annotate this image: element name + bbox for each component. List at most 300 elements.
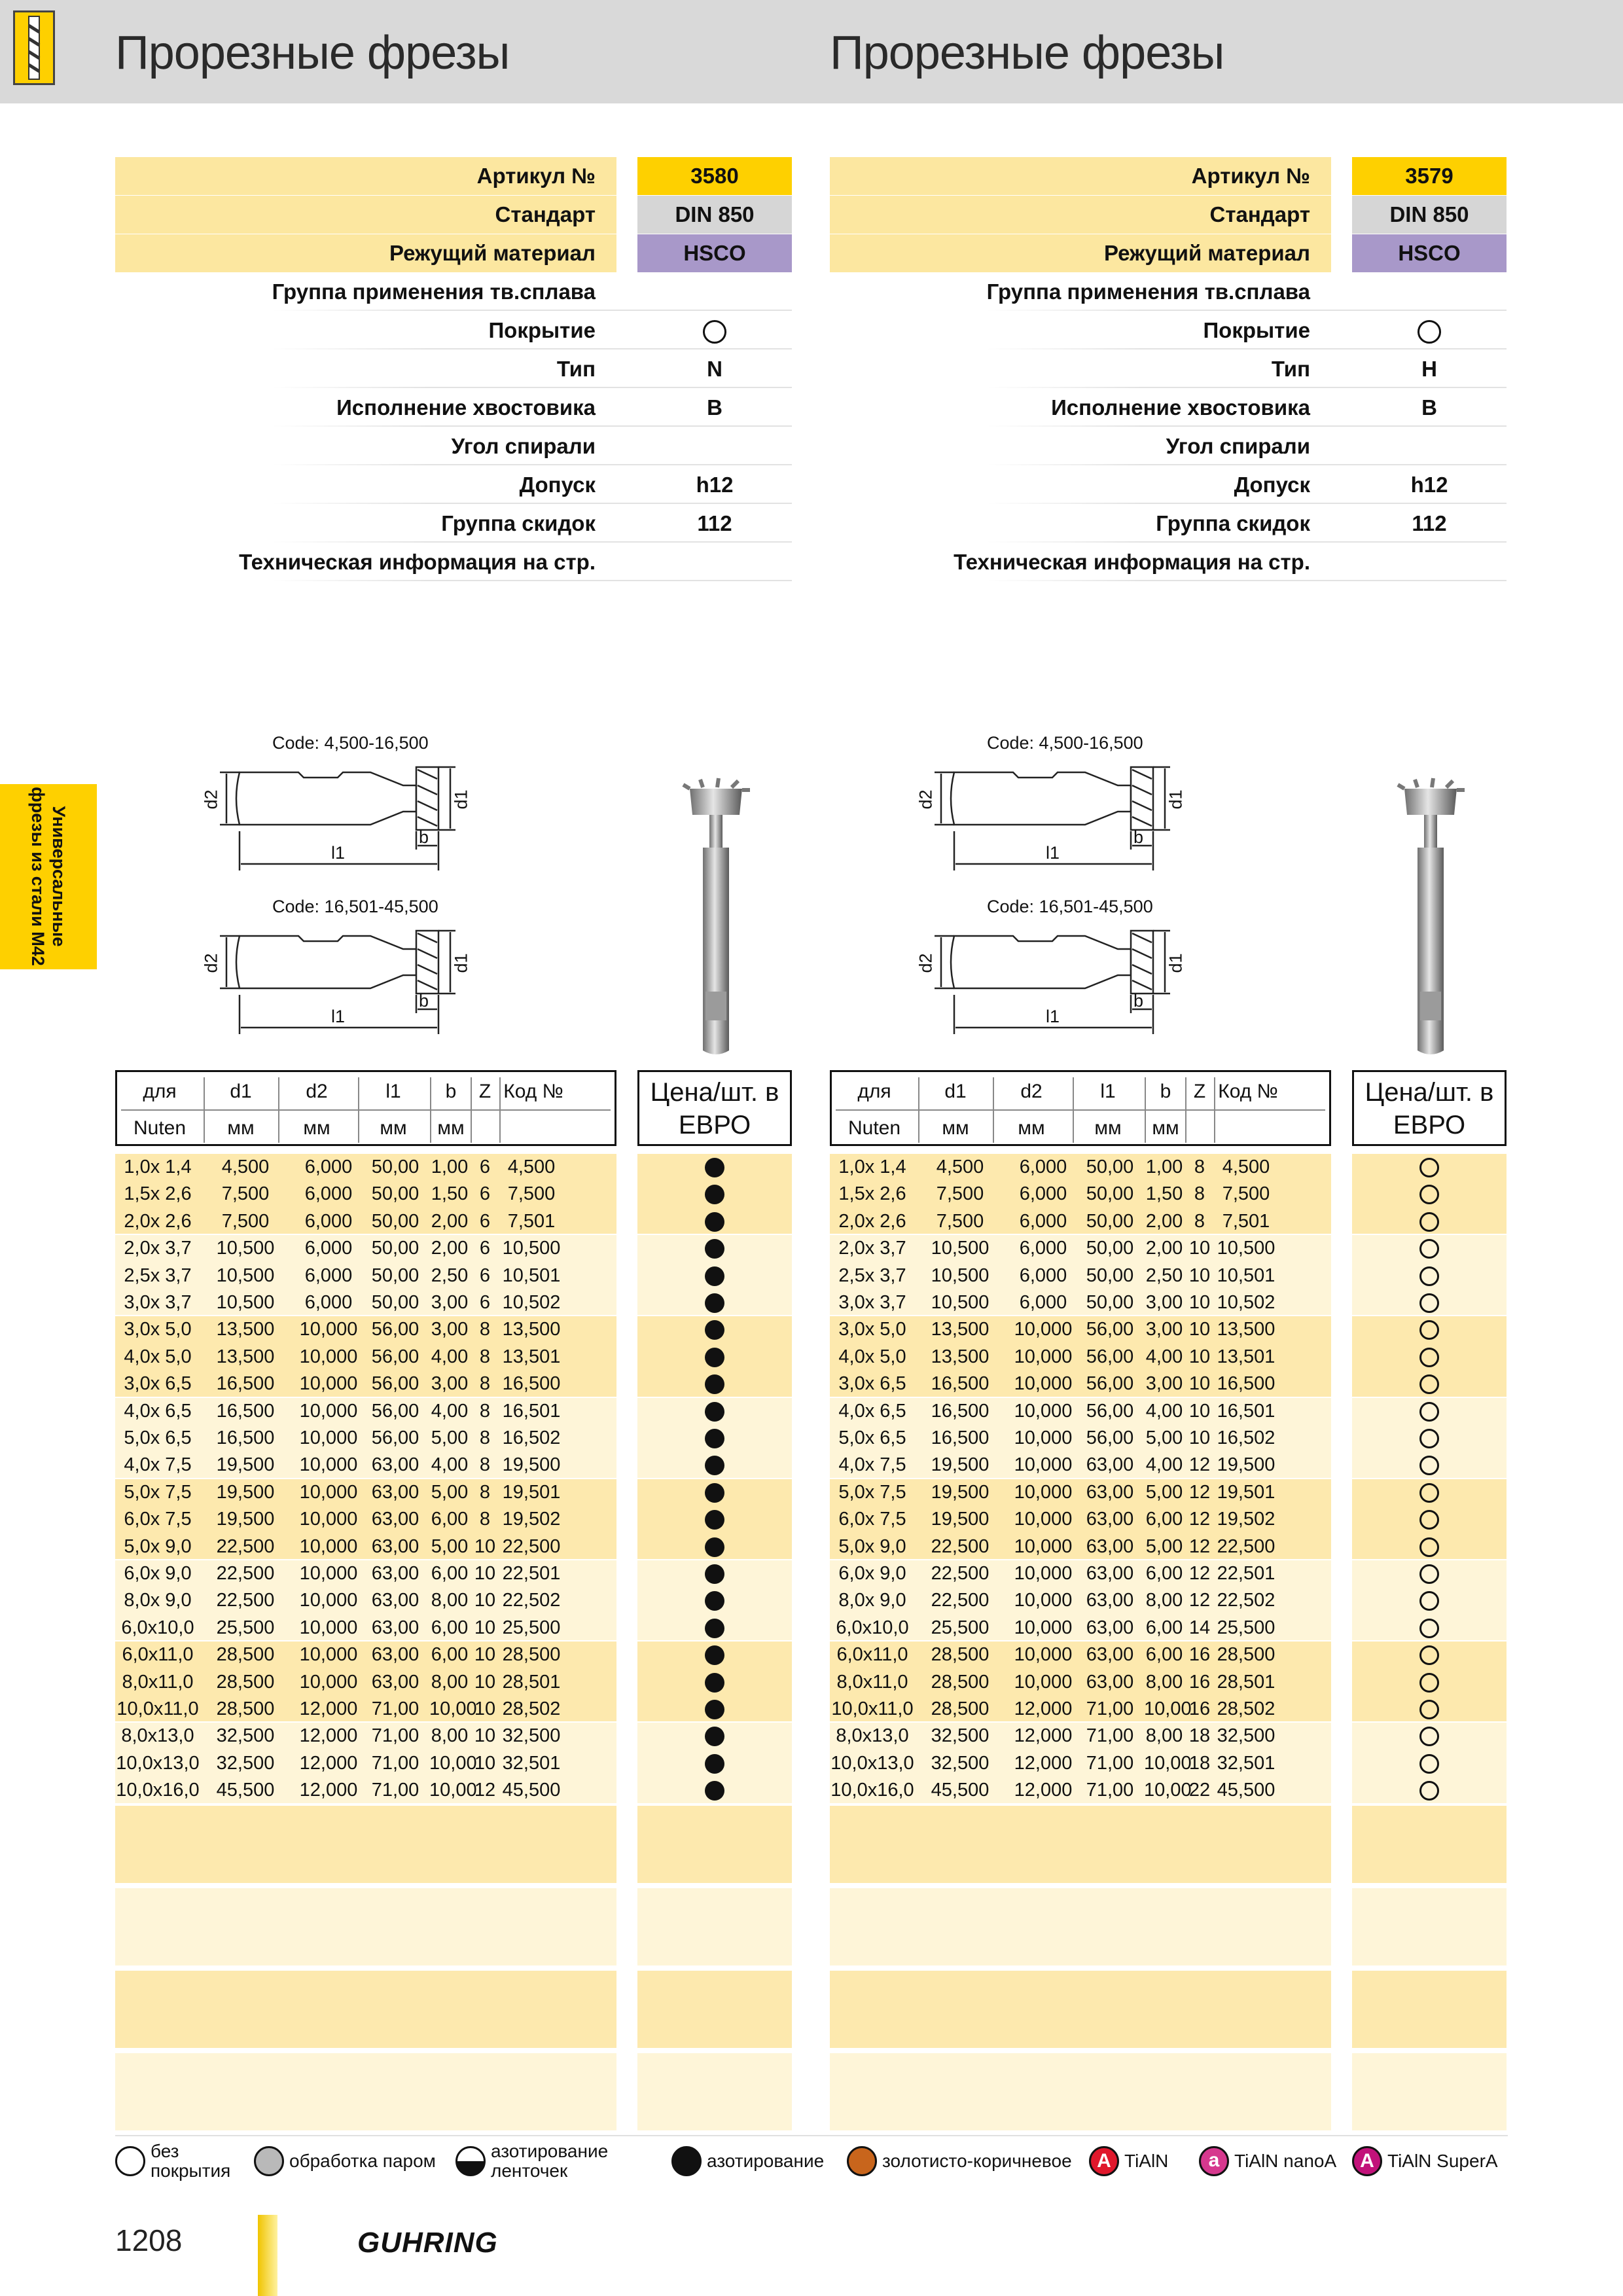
property-label: Группа применения тв.сплава (986, 279, 1310, 304)
table-cell: 5,00 (1145, 1427, 1183, 1448)
property-row (830, 273, 1507, 311)
table-cell: 63,00 (1086, 1454, 1134, 1476)
table-row[interactable] (830, 1506, 1331, 1533)
price-cell[interactable] (637, 1289, 792, 1316)
table-row[interactable] (115, 1641, 616, 1668)
price-cell[interactable] (1352, 1534, 1507, 1560)
table-cell: 28,500 (216, 1644, 275, 1666)
table-row[interactable] (830, 1723, 1331, 1749)
table-cell: 5,00 (1145, 1535, 1183, 1557)
price-cell[interactable] (1352, 1479, 1507, 1506)
table-cell: 10,0x11,0 (831, 1698, 914, 1719)
table-cell: 5,0x 6,5 (838, 1427, 906, 1448)
table-row[interactable] (830, 1777, 1331, 1804)
table-cell: 1,5x 2,6 (124, 1183, 192, 1205)
table-cell: 4,500 (507, 1157, 556, 1177)
table-cell: 13,500 (216, 1319, 275, 1340)
property-label: Покрытие (1203, 318, 1310, 342)
property-label: Техническая информация на стр. (954, 550, 1310, 574)
table-cell: 6,000 (304, 1265, 353, 1286)
table-cell: 2,50 (431, 1265, 469, 1286)
table-row[interactable] (830, 1696, 1331, 1723)
price-cell[interactable] (637, 1181, 792, 1208)
row-divider (272, 310, 792, 311)
table-cell: 7,500 (936, 1183, 984, 1205)
table-row[interactable] (830, 1208, 1331, 1235)
table-cell: 10,000 (299, 1373, 358, 1395)
price-cell[interactable] (637, 1669, 792, 1696)
table-cell: 22,501 (1217, 1563, 1275, 1584)
filled-dot-icon (705, 1510, 724, 1530)
coating-legend (115, 2135, 1508, 2186)
price-cell[interactable] (1352, 1506, 1507, 1533)
filled-dot-icon (705, 1456, 724, 1475)
letter-a-magenta-icon: A (1352, 2146, 1382, 2176)
row-divider (272, 464, 792, 465)
table-cell: 32,500 (502, 1725, 561, 1747)
property-row (115, 273, 792, 311)
property-label: Тип (1271, 357, 1310, 381)
table-cell: 56,00 (371, 1400, 419, 1422)
row-divider (987, 348, 1507, 350)
price-cell[interactable] (1352, 1235, 1507, 1262)
table-row[interactable] (115, 1560, 616, 1587)
price-column-header: Цена/шт. в ЕВРО (1352, 1070, 1507, 1146)
table-cell: 12,000 (1014, 1752, 1073, 1774)
table-row[interactable] (115, 1371, 616, 1397)
table-cell: 50,00 (1086, 1183, 1134, 1205)
table-cell: 6,00 (431, 1617, 469, 1638)
empty-circle-icon (115, 2146, 145, 2176)
table-cell: 63,00 (1086, 1481, 1134, 1503)
property-value-material: HSCO (1352, 234, 1507, 272)
table-cell: 63,00 (1086, 1644, 1134, 1666)
table-cell: 16,501 (1217, 1400, 1275, 1422)
filled-dot-icon (705, 1402, 724, 1422)
table-row[interactable] (115, 1235, 616, 1262)
price-group-band (637, 2053, 792, 2130)
table-cell: 50,00 (371, 1292, 419, 1313)
table-cell: 10,000 (1014, 1373, 1073, 1395)
table-row[interactable] (830, 1344, 1331, 1371)
table-cell: 25,500 (502, 1617, 561, 1638)
table-cell: 1,0x 1,4 (838, 1157, 906, 1177)
table-cell: 18 (1188, 1725, 1211, 1747)
table-row[interactable] (115, 1696, 616, 1723)
table-cell: 10,000 (1014, 1671, 1073, 1693)
table-cell: 10,00 (429, 1752, 477, 1774)
price-cell[interactable] (1352, 1398, 1507, 1425)
price-cell[interactable] (637, 1506, 792, 1533)
property-row (115, 312, 792, 350)
table-cell: 6,000 (1019, 1210, 1067, 1232)
table-cell: 63,00 (371, 1671, 419, 1693)
table-row[interactable] (115, 1669, 616, 1696)
filled-dot-icon (705, 1320, 724, 1340)
table-cell: 6,0x 9,0 (838, 1563, 906, 1584)
price-cell[interactable] (637, 1560, 792, 1587)
price-cell[interactable] (637, 1750, 792, 1777)
price-cell[interactable] (637, 1696, 792, 1723)
brown-circle-icon (847, 2146, 877, 2176)
table-row[interactable] (830, 1669, 1331, 1696)
property-value-type: H (1421, 357, 1437, 381)
table-cell: 45,500 (502, 1780, 561, 1801)
empty-dot-icon (1419, 1781, 1439, 1801)
table-cell: 32,500 (931, 1752, 990, 1774)
price-cell[interactable] (1352, 1560, 1507, 1587)
price-cell[interactable] (637, 1615, 792, 1641)
table-cell: 4,00 (431, 1454, 469, 1476)
price-cell[interactable] (1352, 1696, 1507, 1723)
table-row[interactable] (830, 1479, 1331, 1506)
table-cell: 63,00 (371, 1481, 419, 1503)
table-cell: 6,00 (431, 1563, 469, 1584)
table-cell: 10,502 (1217, 1292, 1275, 1313)
table-cell: 22,502 (502, 1590, 561, 1611)
table-cell: 14 (1188, 1617, 1211, 1638)
table-cell: 6,000 (1019, 1183, 1067, 1205)
price-cell[interactable] (1352, 1263, 1507, 1289)
table-cell: 10 (1188, 1319, 1211, 1340)
table-cell: 8,0x11,0 (836, 1671, 908, 1693)
empty-dot-icon (1419, 1645, 1439, 1665)
table-row[interactable] (115, 1398, 616, 1425)
empty-dot-icon (1419, 1537, 1439, 1557)
table-cell: 2,00 (431, 1238, 469, 1259)
property-row (830, 350, 1507, 388)
table-cell: 5,0x 7,5 (838, 1481, 906, 1503)
table-cell: 10,000 (1014, 1427, 1073, 1448)
table-row[interactable] (830, 1534, 1331, 1560)
table-cell: 19,502 (502, 1509, 561, 1530)
table-cell: 6 (479, 1238, 491, 1259)
table-cell: 12 (1188, 1481, 1211, 1503)
table-cell: 3,00 (1145, 1292, 1183, 1313)
row-group-band (115, 1888, 616, 1965)
empty-dot-icon (1419, 1212, 1439, 1232)
price-cell[interactable] (637, 1479, 792, 1506)
empty-dot-icon (1419, 1293, 1439, 1313)
price-cell[interactable] (1352, 1641, 1507, 1668)
table-cell: 3,0x 3,7 (838, 1292, 906, 1313)
code-range-label: Code: 4,500-16,500 (987, 733, 1143, 753)
header-divider (836, 1109, 1325, 1111)
table-cell: 10,00 (1144, 1752, 1192, 1774)
column-unit: мм (1152, 1117, 1179, 1139)
table-row[interactable] (830, 1641, 1331, 1668)
table-cell: 10 (1188, 1292, 1211, 1313)
table-row[interactable] (830, 1263, 1331, 1289)
price-cell[interactable] (637, 1452, 792, 1479)
property-row (830, 157, 1507, 195)
filled-dot-icon (705, 1158, 724, 1177)
table-cell: 19,501 (502, 1481, 561, 1503)
table-cell: 10,000 (1014, 1563, 1073, 1584)
table-cell: 1,5x 2,6 (838, 1183, 906, 1205)
table-cell: 2,0x 2,6 (838, 1210, 906, 1232)
property-label: Допуск (1234, 473, 1310, 497)
price-cell[interactable] (1352, 1371, 1507, 1397)
price-cell[interactable] (637, 1235, 792, 1262)
price-cell[interactable] (1352, 1316, 1507, 1343)
table-cell: 13,500 (216, 1346, 275, 1367)
table-cell: 2,0x 2,6 (124, 1210, 192, 1232)
technical-drawing (200, 897, 567, 1057)
price-cell[interactable] (1352, 1452, 1507, 1479)
filled-dot-icon (705, 1673, 724, 1693)
table-row[interactable] (115, 1777, 616, 1804)
price-cell[interactable] (1352, 1723, 1507, 1749)
table-cell: 3,0x 3,7 (124, 1292, 192, 1313)
table-cell: 28,501 (502, 1671, 561, 1693)
table-cell: 3,00 (431, 1373, 469, 1395)
table-cell: 50,00 (1086, 1265, 1134, 1286)
side-tab-label: Универсальные фрезы из стали M42 (28, 787, 69, 966)
table-cell: 71,00 (1086, 1780, 1134, 1801)
price-cell[interactable] (1352, 1154, 1507, 1181)
table-cell: 22,500 (1217, 1535, 1275, 1557)
property-row (830, 543, 1507, 581)
section-side-tab[interactable] (0, 784, 97, 969)
table-row[interactable] (830, 1181, 1331, 1208)
table-cell: 1,0x 1,4 (124, 1157, 192, 1177)
property-label: Исполнение хвостовика (336, 395, 596, 420)
table-cell: 10,000 (1014, 1319, 1073, 1340)
row-group-band (830, 1806, 1331, 1883)
table-cell: 3,00 (431, 1292, 469, 1313)
price-cell[interactable] (1352, 1289, 1507, 1316)
table-row[interactable] (830, 1289, 1331, 1316)
table-cell: 8,0x13,0 (121, 1725, 194, 1747)
price-group-band (637, 1806, 792, 1883)
table-cell: 19,500 (216, 1481, 275, 1503)
table-cell: 10 (474, 1535, 496, 1557)
table-cell: 18 (1188, 1752, 1211, 1774)
price-cell[interactable] (1352, 1208, 1507, 1235)
table-cell: 56,00 (1086, 1319, 1134, 1340)
table-row[interactable] (830, 1235, 1331, 1262)
table-row[interactable] (830, 1371, 1331, 1397)
table-row[interactable] (115, 1479, 616, 1506)
table-cell: 5,0x 7,5 (124, 1481, 192, 1503)
code-range-label: Code: 16,501-45,500 (272, 897, 438, 916)
property-label: Стандарт (1209, 202, 1310, 226)
row-divider (272, 425, 792, 427)
table-cell: 1,50 (431, 1183, 469, 1205)
table-cell: 1,00 (1145, 1157, 1183, 1177)
filled-dot-icon (705, 1239, 724, 1259)
property-label: Тип (556, 357, 596, 381)
table-row[interactable] (115, 1452, 616, 1479)
table-cell: 5,00 (431, 1481, 469, 1503)
table-cell: 1,50 (1145, 1183, 1183, 1205)
table-cell: 56,00 (371, 1427, 419, 1448)
property-value-discount-group: 112 (697, 511, 732, 535)
property-value-standard: DIN 850 (1352, 196, 1507, 234)
table-cell: 12 (1188, 1563, 1211, 1584)
table-row[interactable] (830, 1615, 1331, 1641)
table-row[interactable] (115, 1263, 616, 1289)
row-divider (987, 580, 1507, 581)
table-cell: 63,00 (371, 1509, 419, 1530)
table-row[interactable] (115, 1208, 616, 1235)
column-unit: мм (380, 1117, 407, 1139)
table-row[interactable] (115, 1723, 616, 1749)
price-cell[interactable] (1352, 1181, 1507, 1208)
tool-photo-image (1391, 776, 1470, 1067)
uncoated-circle-icon (703, 320, 726, 344)
property-label: Режущий материал (1103, 241, 1310, 265)
table-cell: 28,502 (502, 1698, 561, 1719)
table-cell: 19,502 (1217, 1509, 1275, 1530)
price-cell[interactable] (1352, 1425, 1507, 1452)
table-cell: 16,500 (931, 1373, 990, 1395)
table-row[interactable] (830, 1452, 1331, 1479)
table-row[interactable] (115, 1534, 616, 1560)
property-value-tech-page (637, 543, 792, 581)
table-row[interactable] (830, 1560, 1331, 1587)
letter-a-pink-icon: a (1199, 2146, 1229, 2176)
table-cell: 8,0x 9,0 (124, 1590, 192, 1611)
table-row[interactable] (115, 1344, 616, 1371)
table-row[interactable] (830, 1587, 1331, 1614)
table-cell: 4,00 (1145, 1454, 1183, 1476)
table-cell: 12 (1188, 1454, 1211, 1476)
table-row[interactable] (830, 1425, 1331, 1452)
property-row (115, 157, 792, 195)
table-cell: 8,00 (1145, 1671, 1183, 1693)
legend-label: обработка паром (289, 2151, 436, 2171)
price-cell[interactable] (637, 1723, 792, 1749)
table-row[interactable] (115, 1750, 616, 1777)
table-row[interactable] (115, 1154, 616, 1181)
column-unit: мм (1018, 1117, 1045, 1139)
table-cell: 10,000 (1014, 1509, 1073, 1530)
price-cell[interactable] (637, 1587, 792, 1614)
table-row[interactable] (115, 1181, 616, 1208)
table-row[interactable] (115, 1289, 616, 1316)
table-cell: 19,501 (1217, 1481, 1275, 1503)
table-cell: 25,500 (1217, 1617, 1275, 1638)
price-cell[interactable] (637, 1371, 792, 1397)
price-cell[interactable] (1352, 1587, 1507, 1614)
table-cell: 10,000 (1014, 1481, 1073, 1503)
table-cell: 10,500 (216, 1238, 275, 1259)
empty-dot-icon (1419, 1754, 1439, 1774)
price-cell[interactable] (637, 1263, 792, 1289)
table-row[interactable] (830, 1750, 1331, 1777)
property-row (830, 427, 1507, 465)
table-row[interactable] (115, 1425, 616, 1452)
column-unit: мм (437, 1117, 465, 1139)
price-cell[interactable] (1352, 1344, 1507, 1371)
technical-drawing (915, 733, 1281, 893)
table-row[interactable] (115, 1587, 616, 1614)
table-cell: 3,00 (431, 1319, 469, 1340)
price-cell[interactable] (1352, 1615, 1507, 1641)
price-cell[interactable] (1352, 1750, 1507, 1777)
price-cell[interactable] (637, 1425, 792, 1452)
table-cell: 12,000 (299, 1725, 358, 1747)
table-cell: 2,5x 3,7 (838, 1265, 906, 1286)
empty-dot-icon (1419, 1429, 1439, 1448)
uncoated-circle-icon (1418, 320, 1441, 344)
table-cell: 4,0x 7,5 (124, 1454, 192, 1476)
property-value-helix-angle (1352, 427, 1507, 465)
price-cell[interactable] (637, 1344, 792, 1371)
legend-label: TiAlN (1124, 2151, 1169, 2171)
table-cell: 1,00 (431, 1157, 469, 1177)
filled-dot-icon (705, 1619, 724, 1638)
dimension-b-label: b (1133, 991, 1144, 1011)
table-cell: 63,00 (1086, 1617, 1134, 1638)
table-cell: 8 (479, 1373, 491, 1395)
price-cell[interactable] (637, 1641, 792, 1668)
table-cell: 10,000 (1014, 1644, 1073, 1666)
price-cell[interactable] (637, 1777, 792, 1804)
table-row[interactable] (830, 1316, 1331, 1343)
table-cell: 8,00 (1145, 1725, 1183, 1747)
price-cell[interactable] (1352, 1669, 1507, 1696)
table-cell: 13,501 (502, 1346, 561, 1367)
price-cell[interactable] (637, 1534, 792, 1560)
table-cell: 10,00 (1144, 1698, 1192, 1719)
table-cell: 63,00 (1086, 1563, 1134, 1584)
table-row[interactable] (830, 1398, 1331, 1425)
table-cell: 8,00 (1145, 1590, 1183, 1611)
table-cell: 22,502 (1217, 1590, 1275, 1611)
table-cell: 10,000 (299, 1427, 358, 1448)
property-row (830, 234, 1507, 272)
filled-dot-icon (705, 1591, 724, 1611)
filled-dot-icon (705, 1727, 724, 1746)
price-cell[interactable] (1352, 1777, 1507, 1804)
table-cell: 4,500 (936, 1157, 984, 1177)
legend-item-land-nitriding (455, 2142, 628, 2181)
dimension-d2-label: d2 (916, 789, 936, 810)
table-row[interactable] (115, 1615, 616, 1641)
table-cell: 10 (474, 1617, 496, 1638)
price-group-band (1352, 1806, 1507, 1883)
table-row[interactable] (115, 1506, 616, 1533)
table-row[interactable] (115, 1316, 616, 1343)
table-row[interactable] (830, 1154, 1331, 1181)
price-cell[interactable] (637, 1154, 792, 1181)
property-row (830, 312, 1507, 350)
property-label: Угол спирали (451, 434, 596, 458)
empty-dot-icon (1419, 1619, 1439, 1638)
table-cell: 13,501 (1217, 1346, 1275, 1367)
table-cell: 16,502 (1217, 1427, 1275, 1448)
table-cell: 7,500 (1222, 1183, 1270, 1205)
table-cell: 71,00 (1086, 1752, 1134, 1774)
code-range-label: Code: 16,501-45,500 (987, 897, 1153, 916)
table-cell: 5,0x 9,0 (124, 1535, 192, 1557)
table-cell: 10,0x11,0 (116, 1698, 199, 1719)
price-cell[interactable] (637, 1316, 792, 1343)
price-cell[interactable] (637, 1398, 792, 1425)
technical-drawing (915, 897, 1281, 1057)
table-cell: 12,000 (299, 1780, 358, 1801)
table-cell: 7,501 (1222, 1210, 1270, 1232)
table-cell: 12 (1188, 1590, 1211, 1611)
table-cell: 3,0x 6,5 (124, 1373, 192, 1395)
column-header: Код № (1218, 1081, 1278, 1102)
price-cell[interactable] (637, 1208, 792, 1235)
table-cell: 28,500 (931, 1698, 990, 1719)
property-value-shank: B (707, 395, 722, 420)
